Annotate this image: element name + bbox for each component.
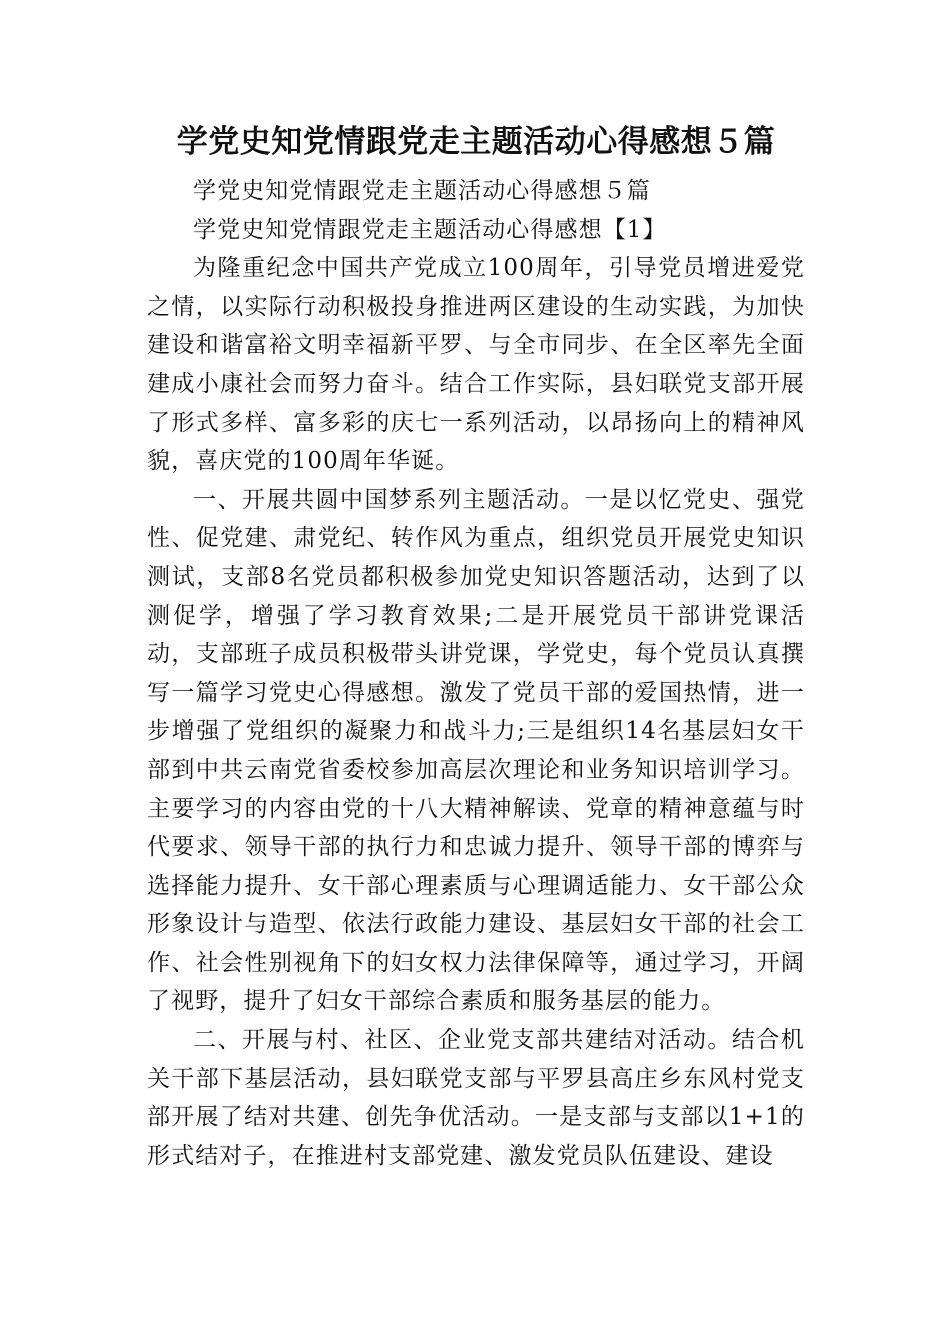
document-title: 学党史知党情跟党走主题活动心得感想５篇 bbox=[176, 124, 776, 160]
body-paragraph: 一、开展共圆中国梦系列主题活动。一是以忆党史、强党性、促党建、肃党纪、转作风为重点，组织党员开展党史知识测试，支部8名党员都积极参加党史知识答题活动，达到了以测促学，增强了学习教育效果;二是开展党员干部讲党课活动，支部班子成员积极带头讲党课，学党史，每个党员认真撰写一篇学习党史心得感想。激发了党员干部的爱国热情，进一步增强了党组织的凝聚力和战斗力;三是组织14名基层妇女干部到中共云南党省委校参加高层次理论和业务知识培训学习。主要学习的内容由党的十八大精神解读、党章的精神意蕴与时代要求、领导干部的执行力和忠诚力提升、领导干部的博弈与选择能力提升、女干部心理素质与心理调适能力、女干部公众形象设计与造型、依法行政能力建设、基层妇女干部的社会工作、社会性别视角下的妇女权力法律保障等，通过学习，开阔了视野，提升了妇女干部综合素质和服务基层的能力。 bbox=[147, 486, 805, 1015]
body-paragraph: 为隆重纪念中国共产党成立100周年，引导党员增进爱党之情，以实际行动积极投身推进两区建设的生动实践，为加快建设和谐富裕文明幸福新平罗、与全市同步、在全区率先全面建成小康社会而努力奋斗。结合工作实际，县妇联党支部开展了形式多样、富多彩的庆七一系列活动，以昂扬向上的精神风貌，喜庆党的100周年华诞。 bbox=[147, 255, 805, 475]
body-paragraph: 二、开展与村、社区、企业党支部共建结对活动。结合机关干部下基层活动，县妇联党支部与平罗县高庄乡东风村党支部开展了结对共建、创先争优活动。一是支部与支部以1+1的形式结对子，在推进村支部党建、激发党员队伍建设、建设 bbox=[147, 1027, 805, 1169]
section-heading: 学党史知党情跟党走主题活动心得感想【1】 bbox=[193, 216, 667, 243]
subtitle-paragraph: 学党史知党情跟党走主题活动心得感想５篇 bbox=[193, 178, 651, 204]
document-page bbox=[147, 118, 805, 1175]
